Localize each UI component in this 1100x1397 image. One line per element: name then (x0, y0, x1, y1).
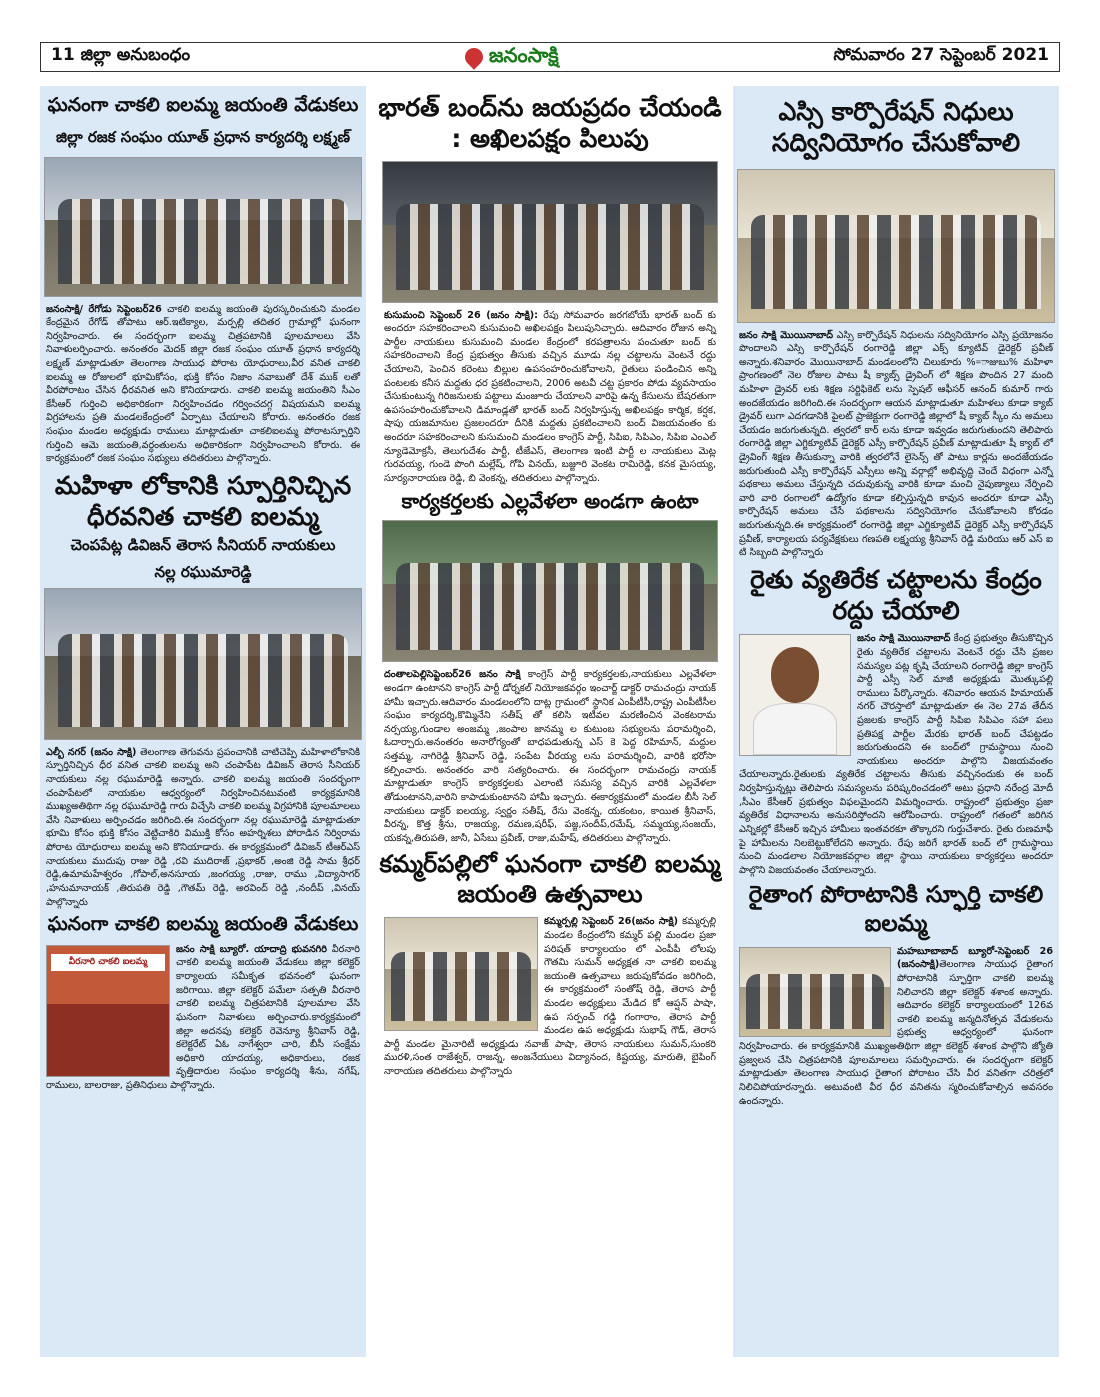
article-body: ఎల్బీ నగర్ (జనం సాక్షి) తెలంగాణ తెగువను ప్రపంచానికి చాటిచెప్పి మహిళాలోకానికి స్ఫూర్తినిచ్చిన ధీర వనిత చాకలి ఐలమ్మ అని చంపాపేట డివిజన్ తెరాస సీనియర్ నాయకులు నల్ల రఘుమారెడ్డి అన్నారు. చాకలి ఐలమ్మ జయంతి సందర్భంగా చంపాపేటలో నాయకుల ఆధ్వర్యంలో నిర్వహించినటువంటి కార్యక్రమానికి ముఖ్యఅతిథిగా నల్ల రఘుమారెడ్డి గారు విచ్చేసి చాకలి ఐలమ్మ విగ్రహానికి పూలమాలలు వేసి నివాళులు అర్పించడం జరిగింది.ఈ సందర్భంగా నల్ల రఘుమారెడ్డి మాట్లాడుతూ భూమి కోసం భుక్తి కోసం వెట్టిచాకిరి విముక్తి కోసం అహర్నిశలు పోరాడిన నిర్విరామ పోరాట యోధురాలు ఐలమ్మ అని కొనియాడారు. ఈ కార్యక్రమంలో డివిజన్ టీఆర్ఎస్ నాయకులు ముదుపు రాజు రెడ్డి ,రవి ముదిరాజ్ ,ప్రభాకర్ ,అంజి రెడ్డి సామ శ్రీధర్ రెడ్డి,ఉమామహేశ్వరం ,గోపాల్,అనసూయ ,జంగయ్య ,రాజు, రాము ,విద్యాసాగర్ ,హనుమానాయక్ ,తిరుపతి రెడ్డి ,గౌతమ్ రెడ్డి, అరవింద్ రెడ్డి ,నందీప్ ,వినయ్ పాల్గొన్నారు (46, 746, 360, 908)
article-body: మహబూబాబాద్ బ్యూరో-సెప్టెంబర్ 26 (జనంసాక్షి)తెలంగాణ సాయుధ రైతాంగ పోరాటానికి స్ఫూర్తిగా చాకలి ఐలమ్మ నిలిచారని జిల్లా కలెక్టర్ శశాంక అన్నారు. ఆదివారం కలెక్టర్ కార్యాలయంలో 126వ చాకలి ఐలమ్మ జన్మదినోత్సవ వేడుకలను ప్రభుత్వ ఆధ్వర్యంలో ఘనంగా నిర్వహించారు. ఈ కార్యక్రమానికి ముఖ్యఅతిథిగా జిల్లా కలెక్టర్ శశాంక పాల్గొని జ్యోతి ప్రజ్వలన చేసి చిత్రపటానికి పూలమాలలు సమర్పించారు. ఈ సందర్భంగా కలెక్టర్ మాట్లాడుతూ తెలంగాణ సాయుధ రైతాంగ పోరాటం చేసి వీర వనితగా చరిత్రలో నిలిచిపోయారన్నారు. అటువంటి వీర ధీర వనితను స్మరించుకోవాల్సిన అవసరం ఉందన్నారు. (739, 945, 1053, 1107)
article-right-3 (733, 881, 1059, 1108)
page-label: 11 జిల్లా అనుబంధం (51, 45, 191, 65)
news-photo (384, 917, 538, 1031)
masthead (40, 42, 1060, 72)
news-photo (44, 157, 362, 297)
headline: మహిళా లోకానికి స్పూర్తినిచ్చిన ధీరవనిత చాకలి ఐలమ్మ (54, 470, 352, 532)
subheadline: జిల్లా రజక సంఘం యూత్ ప్రధాన కార్యదర్శి లక్ష్మణ్ (55, 127, 351, 146)
article-body: కమ్మర్పల్లి సెప్టెంబర్ 26(జనం సాక్షి) కమ్మర్పల్లి మండల కేంద్రంలోని కమ్మర్ పల్లి మండల ప్రజా పరిషత్ కార్యాలయం లో ఎంపీపీ లోలపు గౌతమి సుమన్ అధ్యక్షత నా చాకలి ఐలమ్మ జయంతి ఉత్సవాలు జరుపుకోవడం జరిగింది, ఈ కార్యక్రమంలో సంతోష్ రెడ్డి, తెరాస పార్టీ మండల అధ్యక్షులు మేడిద కో ఆప్షన్ పాషా, ఉప సర్పంచ్ గడ్డి గంగారాం, తెరాస పార్టీ మండల ఉప అధ్యక్షుడు సుభాష్ గౌడ్, తెరాస పార్టీ మండల మైనారిటీ అధ్యక్షుడు నవాజ్ పాషా, తెరాస నాయకులు సుమన్,సుంకరి మురళి,సంత రాజేశ్వర్, రాజన్న, అంజనేయులు విద్యానంద, కిష్టయ్య, మారుతి, బైపింగ్ నారాయణ తదితరులు పాల్గొన్నారు (384, 916, 716, 1078)
article-right-1 (733, 96, 1059, 560)
left-column (40, 86, 366, 1357)
article-mid-1 (378, 92, 722, 485)
headline: ఘనంగా చాకలి ఐలమ్మ జయంతి వేడుకలు (47, 94, 359, 116)
byline: నల్ల రఘుమారెడ్డి (154, 563, 252, 582)
headline: కమ్మర్‌పల్లిలో ఘనంగా చాకలి ఐలమ్మ జయంతి ఉత్సవాలు (379, 850, 721, 909)
portrait-photo (739, 634, 851, 756)
headline: ఘనంగా చాకలి ఐలమ్మ జయంతి వేడుకలు (47, 913, 359, 936)
headline: భారత్ బంద్‌ను జయప్రదం చేయండి : అఖిలపక్షం పిలుపు (378, 93, 722, 154)
article-left-3 (40, 913, 366, 1092)
article-body: జనంసాక్షి/ రేగోడు సెప్టెంబర్26 చాకలి ఐలమ్మ జయంతి పురస్కరించుకుని మండల కేంద్రమైన రేగోడ్ తోపాటు ఆర్.ఇటిక్యాల, మర్పల్లి తదితర గ్రామాల్లో ఘనంగా నిర్వహించారు. ఈ సందర్భంగా ఐలమ్మ చిత్రపటానికి పూలమాలలు వేసి నివాళులర్పించారు. అనంతరం మెదక్ జిల్లా రజక సంఘం యూత్ ప్రధాన కార్యదర్శి లక్ష్మణ్ మాట్లాడుతూ తెలంగాణ సాయుధ పోరాట యోధురాలు,వీర వనిత చాకలి ఐలమ్మ ఆ రోజులలో భూమికోసం, భుక్తి కోసం నిజాం నవాబుతో దేశ్ ముక్ లతో వీరపోరాటం చేసిన ధీరవనిత అని కొనియాడారు. చాకలి ఐలమ్మ జయంతిని సీఎం కేసీఆర్ గుర్తించి అధికారికంగా నిర్వహించడం గర్వించదగ్గ విషయమని ఐలమ్మ విగ్రహాలను ప్రతి మండలకేంద్రంలో ఏర్పాటు చేయాలని కోరారు. అనంతరం రజక సంఘం మండల అధ్యక్షుడు రాములు మాట్లాడుతూ చాకలిఐలమ్మ పోరాటస్పూర్తిని గుర్తించి ఆమె జయంతి,వర్ధంతులను అధికారికంగా నిర్వహించాలని కోరారు. ఈ కార్యక్రమంలో రజక సంఘం సభ్యులు తదితరులు పాల్గొన్నారు. (46, 303, 360, 465)
article-body: కుసుమంచి సెప్టెంబర్ 26 (జనం సాక్షి): రేపు సోమవారం జరగబోయే భారత్ బంద్ కు అందరూ సహకరించాలని కుసుమంచి అఖిలపక్షం పిలుపునిచ్చారు. ఆదివారం రోజున అన్ని పార్టీల నాయకులు కుసుమంచి మండల కేంద్రంలో కరపత్రాలను పంచుతూ బంద్ కు సహకరించాలని కేంద్ర ప్రభుత్వం తీసుకు వచ్చిన మూడు నల్ల చట్టాలను వెంటనే రద్దు చేయాలని, పెంచిన కరెంటు బిల్లుల ఉపసంహరించుకోవాలని, రైతులు పండించిన అన్ని పంటలకు కనీస మద్దతు ధర ప్రకటించాలని, 2006 అటవీ చట్ట ప్రకారం పోడు వ్యవసాయం చేసుకుంటున్న గిరిజనులకు పట్టాలు మంజూరు చేయాలని వారిపై ఉన్న కేసులను బేషరతుగా ఉపసంహరించుకోవాలని డిమాండ్లతో భారత్ బంద్ నిర్వహిస్తున్న అఖిలపక్షం కార్మిక, కర్షక, షాపు యజమానుల ప్రజలందరూ దీనికి మద్దతు ప్రకటించాలని బంద్ విజయవంతం కు అందరూ సహకరించాలని కుసుమంచి మండలం కాంగ్రెస్ పార్టీ, సిపిఐ, సిపిఎం, సిపిఐ ఎంఎల్ న్యూడెమోక్రసీ, తెలుగుదేశం పార్టీ, టీజేఎస్, తెలంగాణ ఇంటి పార్టీ ల నాయకులు మెట్ల గురవయ్య, గుండె పొంగి మల్లేష్, గోపి వినయ్, బజ్జూరి వెంకట రామిరెడ్డి, కనక మైసయ్య, సూర్యనారాయణ రెడ్డి, బి వెంకన్న, తదితరులు పాల్గొన్నారు. (384, 309, 716, 484)
article-left-1 (40, 94, 366, 466)
news-photo (46, 945, 170, 1077)
headline: రైతాంగ పోరాటానికి స్ఫూర్తి చాకలి ఐలమ్మ (748, 882, 1044, 938)
middle-column (378, 86, 722, 1357)
article-left-2 (40, 470, 366, 909)
newspaper-logo (465, 43, 559, 72)
headline: ఎస్సి కార్పొరేషన్ నిధులు సద్వినియోగం చేసుకోవాలి (771, 97, 1021, 158)
news-photo (382, 520, 718, 662)
article-body: వీరనారి చాకలి ఐలమ్మ జనం సాక్షి బ్యూరో. యాదాద్రి భువనగిరి వీరనారి చాకలి ఐలమ్మ జయంతి వేడుకలు జిల్లా కలెక్టర్ కార్యాలయ సమీకృత భవనంలో ఘనంగా జరిగాయి. జిల్లా కలెక్టర్ పమేలా సత్పతి వీరనారి చాకలి ఐలమ్మ చిత్రపటానికి పూలమాల వేసి ఘనంగా నివాళులు అర్పించారు.కార్యక్రమంలో జిల్లా అదనపు కలెక్టర్ రెవెన్యూ శ్రీనివాస్ రెడ్డి, కలెక్టరేట్ ఏఓ నాగేశ్వరా చారి, బీసీ సంక్షేమ అధికారి యాదయ్య, అధికారులు, రజక వృత్తిదారుల సంఘం కార్యదర్శి శీను, నగేష్, రాములు, బాలరాజు, ప్రతినిధులు పాల్గొన్నారు. (46, 943, 360, 1091)
logo-text: జనంసాక్షి (488, 42, 559, 67)
news-photo (739, 947, 891, 1037)
article-body: జనం సాక్షి మొయినాబాద్ కేంద్ర ప్రభుత్వం తీసుకొచ్చిన రైతు వ్యతిరేక చట్టాలను వెంటనే రద్దు చేసి ప్రజల సమస్యల పట్ల కృషి చేయాలని రంగారెడ్డి జిల్లా కాంగ్రెస్ పార్టీ ఎస్సీ సెల్ మాజీ అధ్యక్షుడు మొత్కుపల్లి రాములు పేర్కొన్నారు. శనివారం ఆయన హిమాయత్ నగర్ చౌరస్తాలో మాట్లాడుతూ ఈ నెల 27వ తేదీన ప్రజలకు కాంగ్రెస్ పార్టీ సిపిఐ సిపిఎం సహా పలు ప్రతిపక్ష పార్టీల మేరకు భారత్ బంద్ చేపట్టడం జరుగుతుందని ఈ బంద్‌లో గ్రామస్థాయి నుంచి నాయకులు అందరూ పాల్గొని విజయవంతం చేయాలన్నారు.రైతులకు వ్యతిరేక చట్టాలను తీసుకు వచ్చినందుకు ఈ బంద్ నిర్వహిస్తున్నట్లు తెలిపారు సమస్యలను పరిష్కరించడంలో అటు ప్రధాని నరేంద్ర మోదీ ,సీఎం కేసీఆర్ ప్రభుత్వం విఫలమైందని విమర్శించారు. రాష్ట్రంలో ప్రభుత్వం ప్రజా వ్యతిరేక విధానాలను అనుసరిస్తోందని ఆరోపించారు. రాష్ట్రంలో గతంలో జరిగిన ఎన్నికల్లో కేసీఆర్ ఇచ్చిన హామీలు ఇంతవరకూ తొక్కారని గుర్తుచేశారు. రైతు రుణమాఫీ పై హామీలను నిలబెట్టుకోలేదని అన్నారు. రేపు జరిగే భారత్ బంద్ లో గ్రామస్థాయి నుంచి మండలాల నియోజకవర్గాల జిల్లా స్థాయి నాయకులు కార్యకర్తలు అందరూ పాల్గొని విజయవంతం చేయాలన్నారు. (739, 633, 1054, 876)
photo-banner-text: వీరనారి చాకలి ఐలమ్మ (51, 954, 165, 971)
news-photo (737, 169, 1055, 323)
article-mid-3 (378, 849, 722, 1078)
headline: రైతు వ్యతిరేక చట్టాలను కేంద్రం రద్దు చేయాలి (750, 564, 1042, 626)
subheadline: చెంపపేట్ల డివిజన్ తెరాస సీనియర్ నాయకులు (70, 536, 336, 555)
article-body: దంతాలపెల్లిసెప్టెంబర్26 జనం సాక్షి కాంగ్రెస్ పార్టీ కార్యకర్తలకు,నాయకులు ఎల్లవేళలా అండగా ఉంటానని కాంగ్రెస్ పార్టీ డోర్నకల్ నియోజకవర్గం ఇంచార్జ్ డాక్టర్ రామచంద్రు నాయక్ హామీ ఇచ్చారు.ఆదివారం మండలంలోని దాట్ల గ్రామంలో స్థానిక ఎంపీటీసీ,రాష్ట్ర ఎంపీటీసీల సంఘం కార్యదర్శి,కొమ్మినేని సతీష్ తో కలిసి ఇటీవల మరణించిన వెంకటరామ నర్సయ్య,గుండాల అంజమ్మ ,జంపాల జానమ్మ ల కుటుంబ సభ్యులను పరామర్శించి, ఓదార్చారు.అనంతరం అనారోగ్యంతో బాధపడుతున్న ఎస్ కె పెద్ద రహిమాన్, మద్దుల సత్తమ్మ, నాగిరెడ్డి శ్రీనివాస్ రెడ్డి, సంపేట వీరయ్య లను పరామర్శించి, వారికి భరోసా కల్పించారు. అనంతరం వారి సత్యరించారు. ఈ సందర్భంగా రామచంద్రు నాయక్ మాట్లాడుతూ కాంగ్రెస్ కార్యకర్తలకు ఎలాంటి సమస్య వచ్చిన వారికి ఎల్లవేళలా తోడుంటానని,వారిని కాపాడుకుంటానని హామీ ఇచ్చారు. ఈకార్యక్రమంలో మండల బీసీ సెల్ నాయకులు డాక్టర్ ఐలయ్య, స్వర్ణం సతీష్, రేసు వెంకన్న, యకంటం, కాయిత శ్రీనివాస్, వీరన్న, కొత్త శ్రీను, రాజయ్య, రమణ,షరీఫ్, పజ్జ,సందీప్,రమేష్, సమ్మయ్య,సంజయ్, యకన్న,తిరుపతి, జానీ, ఏసేబు ప్రవీణ్, రాజు,మహేష్, తదితరులు పాల్గొన్నారు. (384, 669, 716, 844)
headline: కార్యకర్తలకు ఎల్లవేళలా అండగా ఉంటా (401, 489, 699, 514)
right-column (733, 86, 1059, 1357)
news-photo (382, 161, 718, 303)
article-body: జనం సాక్షి మొయినాబాద్ ఎస్సి కార్పొరేషన్ నిధులను సద్వినియోగం ఎస్సి ప్రయోజనం పొందాలని ఎస్సి కార్పొరేషన్ రంగారెడ్డి జిల్లా ఎక్స్ క్యూటివ్ డైరెక్టర్ ప్రవీణ్ అన్నారు.శనివారం మొయినాబాద్ మండలంలోని చిలుకూరు %=ాజుబు% మహిళా ప్రాంగణంలో నెల రోజుల పాటు షీ క్యాబ్స్ డ్రైవింగ్ లో శిక్షణ పొందిన 27 మంది మహిళా డ్రైవర్ లకు శిక్షణ సర్టిఫికెట్ లను స్పెషల్ ఆఫీసర్ ఆనంద్ కుమార్ గారు అందజేయడం జరిగింది.ఈ సందర్భంగా ఆయన మాట్లాడుతూ మహిళలు కూడా క్యాబ్ డ్రైవర్ లుగా ఎదగడానికి పైలట్ ప్రాజెక్టుగా రంగారెడ్డి జిల్లాలో షీ క్యాబ్ స్కీం ను అమలు చేయడం జరుగుతున్నది. త్వరలో కార్ లను కూడా ఇవ్వడం జరుగుతుందని తెలిపారు రంగారెడ్డి జిల్లా ఎగ్జిక్యూటివ్ డైరెక్టర్ ఎస్సీ కార్పొరేషన్ ప్రవీణ్ మాట్లాడుతూ షీ క్యాబ్ లో డ్రైవింగ్ శిక్షణ తీసుకున్నా వారికి త్వరలోనే లైసెన్స్ తో పాటు కార్లను అందజేయడం జరుగుతుంది ఎస్సీ కార్పొరేషన్ ఎస్సీలు అన్ని వర్గాల్లో అభివృద్ధి చెందే విధంగా ఎన్నో పథకాలు అమలు చేస్తున్నది చదువుకున్న వారికి కూడా మంచి నైపుణ్యాలు నేర్పించి వారి వారి రంగాలలో ఉద్యోగం కూడా కల్పిస్తున్నది కావున అందరూ కూడా ఎస్సీ కార్పొరేషన్ అమలు చేసే పథకాలను సద్వినియోగం చేసుకోవాలని కోరడం జరుగుతున్నది.ఈ కార్యక్రమంలో రంగారెడ్డి జిల్లా ఎగ్జిక్యూటివ్ డైరెక్టర్ ఎస్సీ కార్పొరేషన్ ప్రవీణ్, కార్యాలయ పర్యవేక్షకులు గణపతి లక్ష్మయ్య శ్రీనివాస్ రెడ్డి మరియు ఆర్ ఎస్ ఐ టి సిబ్బంది పాల్గొన్నారు (739, 329, 1053, 559)
article-mid-2 (378, 489, 722, 845)
article-right-2 (733, 564, 1059, 877)
logo-flame-icon (461, 44, 486, 69)
news-photo (44, 588, 362, 740)
issue-date: సోమవారం 27 సెప్టెంబర్ 2021 (833, 45, 1049, 65)
